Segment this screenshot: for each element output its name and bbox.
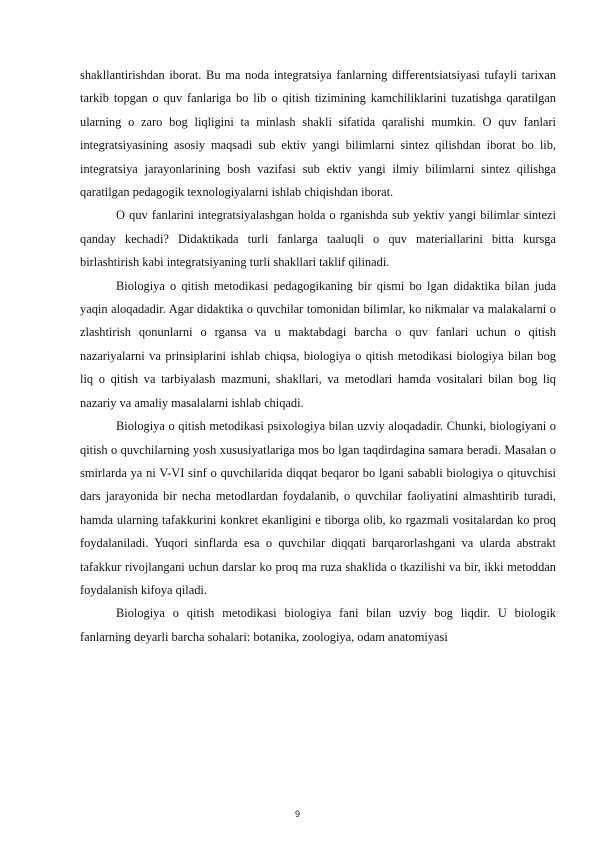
- document-page: [80, 64, 556, 649]
- paragraph-subject-synthesis: O quv fanlarini integratsiyalashgan holda o rganishda sub yektiv yangi bilimlar sintezi qanday kechadi? Didaktikada turli fanlarga taaluqli o quv materiallarini bitta kursga birlashtirish kabi integratsiyaning turli shakllari taklif qilinadi.: [80, 208, 556, 270]
- paragraph-biology-relation: Biologiya o qitish metodikasi biologiya fani bilan uzviy bog liqdir. U biologik fanlarning deyarli barcha sohalari: botanika, zoologiya, odam anatomiyasi: [80, 606, 556, 644]
- paragraph-psychology-relation: Biologiya o qitish metodikasi psixologiya bilan uzviy aloqadadir. Chunki, biologiyani o qitish o quvchilarning yosh xususiyatlariga mos bo lgan taqdirdagina samara beradi. Masalan o smirlarda ya ni V-VI sinf o quvchilarida diqqat beqaror bo lgani sababli biologiya o qituvchisi dars jarayonida bir necha metodlardan foydalanib, o quvchilar faoliyatini almashtirib turadi, hamda ularning tafakkurini konkret ekanligini e tiborga olib, ko rgazmali vositalardan ko proq foydalaniladi. Yuqori sinflarda esa o quvchilar diqqati barqarorlashgani va ularda abstrakt tafakkur rivojlangani uchun darslar ko proq ma ruza shaklida o tkazilishi va bir, ikki metoddan foydalanish kifoya qiladi.: [80, 419, 556, 597]
- paragraph-integration-definition: shakllantirishdan iborat. Bu ma noda integratsiya fanlarning differentsiatsiyasi tufayli tarixan tarkib topgan o quv fanlariga bo lib o qitish tizimining kamchiliklarini tuzatishga qaratilgan ularning o zaro bog liqligini ta minlash shakli sifatida qaralishi mumkin. O quv fanlari integratsiyasining asosiy maqsadi sub ektiv yangi bilimlarni sintez qilishdan iborat bo lib, integratsiya jarayonlarining bosh vazifasi sub ektiv yangi ilmiy bilimlarni sintez qilishga qaratilgan pedagogik texnologiyalarni ishlab chiqishdan iborat.: [80, 68, 556, 200]
- page-number: 9: [294, 809, 300, 819]
- paragraph-didactics-relation: Biologiya o qitish metodikasi pedagogikaning bir qismi bo lgan didaktika bilan juda yaqin aloqadadir. Agar didaktika o quvchilar tomonidan bilimlar, ko nikmalar va malakalarni o zlashtirish qonunlarni o rgansa va u maktabdagi barcha o quv fanlari uchun o qitish nazariyalarni va prinsiplarini ishlab chiqsa, biologiya o qitish metodikasi biologiya bilan bog liq o qitish va tarbiyalash mazmuni, shakllari, va metodlari hamda vositalari bilan bog liq nazariy va amaliy masalalarni ishlab chiqadi.: [80, 278, 556, 410]
